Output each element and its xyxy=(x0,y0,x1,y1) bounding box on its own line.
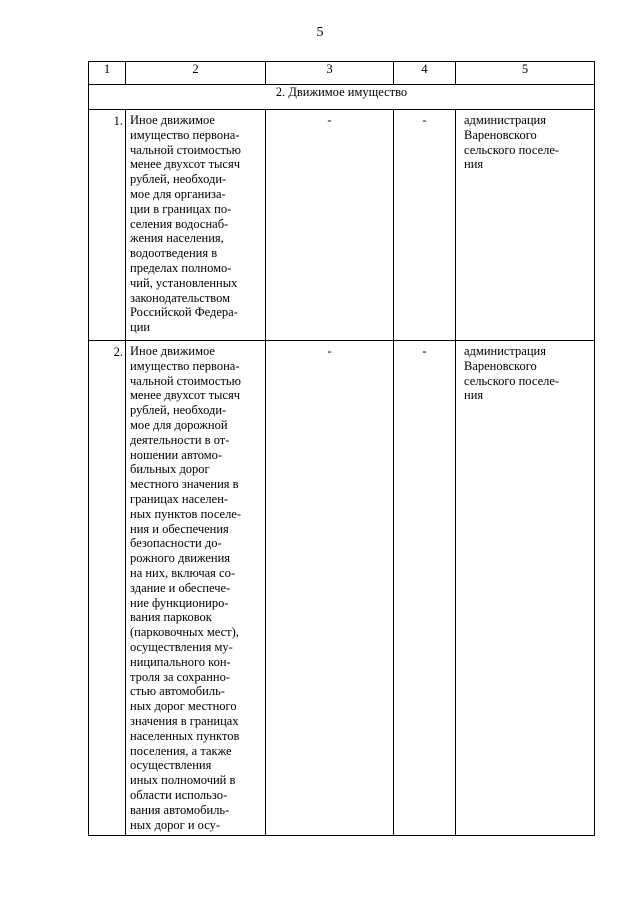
section-title: 2. Движимое имущество xyxy=(89,85,595,110)
text-line: ции xyxy=(130,320,151,335)
column-header-1: 1 xyxy=(89,62,126,85)
row-col4-value: - xyxy=(394,341,456,836)
text-line: деятельности в от- xyxy=(130,432,230,447)
text-line: чий, установленных xyxy=(130,275,238,290)
text-line: вания парковок xyxy=(130,610,212,625)
text-line: чальной стоимостью xyxy=(130,373,241,388)
text-line: законодательством xyxy=(130,290,231,305)
text-line: пределах полномо- xyxy=(130,260,232,275)
table-row xyxy=(89,341,595,836)
row-number: 1. xyxy=(89,110,126,341)
row-col4-value: - xyxy=(394,110,456,341)
text-line: безопасности до- xyxy=(130,536,222,551)
text-line: области использо- xyxy=(130,787,228,802)
row-col3-value: - xyxy=(266,341,394,836)
text-line: администрация xyxy=(464,344,546,358)
text-line: водоотведения в xyxy=(130,246,218,261)
text-line: осуществления xyxy=(130,758,212,773)
text-line: ния xyxy=(464,388,484,403)
text-line: (парковочных мест), xyxy=(130,625,239,640)
text-line: ния xyxy=(464,157,484,172)
column-header-2: 2 xyxy=(126,62,266,85)
text-line: Вареновского xyxy=(464,127,537,142)
text-line: имущество первона- xyxy=(130,358,240,373)
text-line: вания автомобиль- xyxy=(130,802,230,817)
text-line: значения в границах xyxy=(130,713,239,728)
text-line: населенных пунктов xyxy=(130,728,240,743)
text-line: рожного движения xyxy=(130,551,231,566)
table-row xyxy=(89,110,595,341)
text-line: чальной стоимостью xyxy=(130,142,241,157)
text-line: сельского поселе- xyxy=(464,373,560,388)
text-line: мое для организа- xyxy=(130,186,226,201)
text-line: администрация xyxy=(464,113,546,127)
text-line: мое для дорожной xyxy=(130,417,228,432)
text-line: селения водоснаб- xyxy=(130,216,229,231)
text-line: бильных дорог xyxy=(130,462,210,477)
text-line: ных дорог и осу- xyxy=(130,817,220,832)
column-header-5: 5 xyxy=(456,62,595,85)
text-line: на них, включая со- xyxy=(130,565,235,580)
text-line: менее двухсот тысяч xyxy=(130,157,241,172)
property-table xyxy=(88,61,595,836)
text-line: Вареновского xyxy=(464,358,537,373)
text-line: ния и обеспечения xyxy=(130,521,229,536)
row-col3-value: - xyxy=(266,110,394,341)
section-row xyxy=(89,85,595,110)
text-line: Российской Федера- xyxy=(130,305,238,320)
text-line: здание и обеспече- xyxy=(130,580,231,595)
text-line: осуществления му- xyxy=(130,639,233,654)
row-owner xyxy=(456,110,595,341)
text-line: рублей, необходи- xyxy=(130,403,227,418)
text-line: ниципального кон- xyxy=(130,654,231,669)
text-line: ных дорог местного xyxy=(130,699,237,714)
text-line: ции в границах по- xyxy=(130,201,232,216)
text-line: ных пунктов поселе- xyxy=(130,506,242,521)
text-line: Иное движимое xyxy=(130,344,215,358)
page-number: 5 xyxy=(316,25,324,40)
text-line: имущество первона- xyxy=(130,127,240,142)
text-line: Иное движимое xyxy=(130,113,215,127)
text-line: границах населен- xyxy=(130,491,229,506)
text-line: поселения, а также xyxy=(130,743,232,758)
text-line: ношении автомо- xyxy=(130,447,223,462)
text-line: жения населения, xyxy=(130,231,224,246)
text-line: рублей, необходи- xyxy=(130,172,227,187)
row-number: 2. xyxy=(89,341,126,836)
text-line: ние функциониро- xyxy=(130,595,229,610)
row-description xyxy=(126,110,266,341)
text-line: троля за сохранно- xyxy=(130,669,230,684)
text-line: менее двухсот тысяч xyxy=(130,388,241,403)
text-line: сельского поселе- xyxy=(464,142,560,157)
text-line: стью автомобиль- xyxy=(130,684,225,699)
header-row xyxy=(89,62,595,85)
text-line: иных полномочий в xyxy=(130,773,236,788)
text-line: местного значения в xyxy=(130,477,239,492)
row-owner xyxy=(456,341,595,836)
row-description xyxy=(126,341,266,836)
column-header-3: 3 xyxy=(266,62,394,85)
column-header-4: 4 xyxy=(394,62,456,85)
